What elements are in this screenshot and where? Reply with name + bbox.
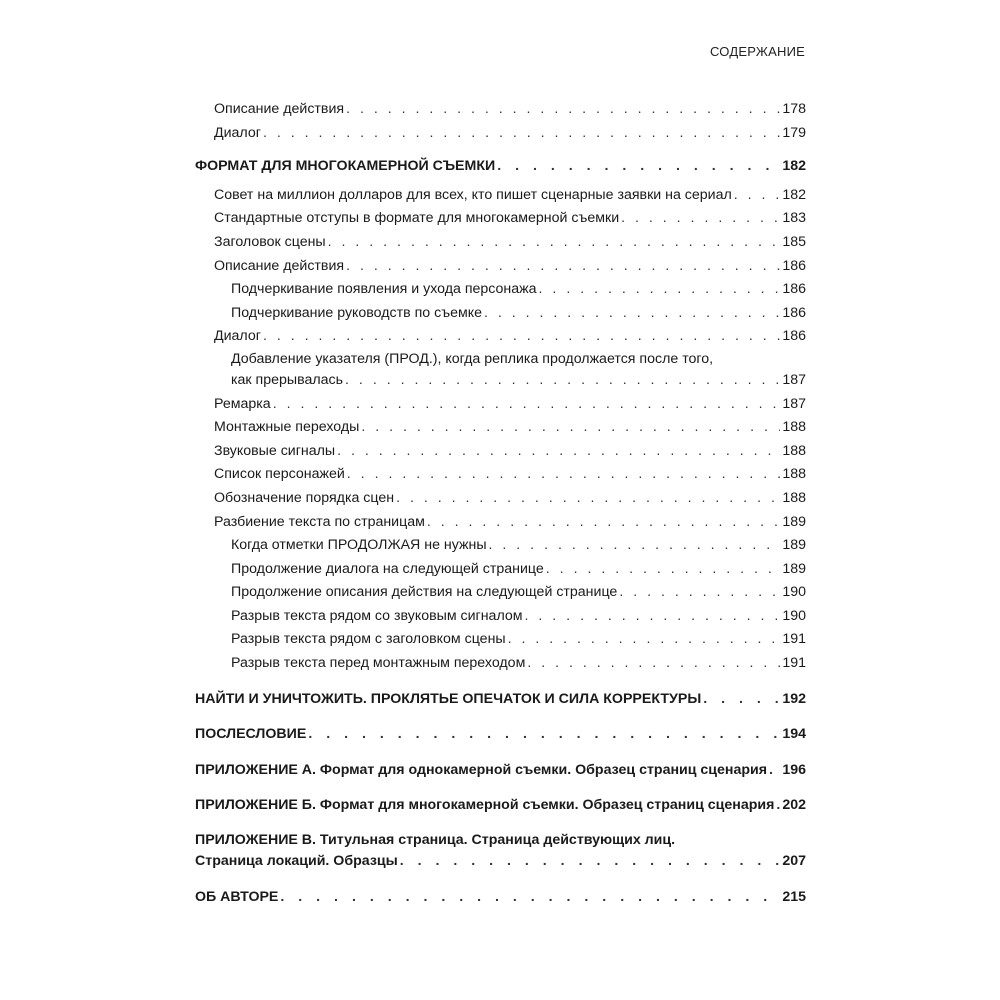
toc-entry <box>195 98 806 122</box>
toc-subentry <box>195 628 806 652</box>
toc-entry-title: как прерывалась <box>231 371 344 388</box>
toc-entry <box>195 393 806 417</box>
dot-leader <box>527 652 780 676</box>
toc-chapter <box>195 794 806 818</box>
dot-leader <box>263 122 780 146</box>
toc-entry-page: 190 <box>782 607 806 624</box>
dot-leader <box>273 393 781 417</box>
toc-entry <box>195 416 806 440</box>
toc-chapter-title: Страница локаций. Образцы <box>195 853 398 870</box>
toc-subentry <box>195 302 806 326</box>
toc-chapter <box>195 850 806 874</box>
toc-entry-page: 189 <box>782 537 806 554</box>
dot-leader <box>337 440 780 464</box>
toc-entry-page: 178 <box>782 101 806 117</box>
toc-chapter <box>195 688 806 712</box>
toc-entry-page: 182 <box>782 186 806 203</box>
toc-chapter <box>195 759 806 783</box>
toc-entry-page: 188 <box>782 466 806 483</box>
toc-entry-title: Подчеркивание руководств по съемке <box>231 304 482 321</box>
dot-leader <box>400 850 781 874</box>
toc-chapter-title: ПРИЛОЖЕНИЕ Б. Формат для многокамерной съемки. Образец страниц сценария <box>195 797 775 814</box>
toc-chapter-first-line: ПРИЛОЖЕНИЕ В. Титульная страница. Страница действующих лиц. <box>195 832 676 849</box>
toc-entry-title: Разрыв текста перед монтажным переходом <box>231 655 526 672</box>
dot-leader <box>497 155 780 179</box>
toc-entry-page: 183 <box>782 210 806 227</box>
toc-entry-title: Разрыв текста рядом со звуковым сигналом <box>231 607 523 624</box>
dot-leader <box>396 487 780 511</box>
dot-leader <box>546 558 781 582</box>
toc-entry-title: Звуковые сигналы <box>214 442 336 459</box>
dot-leader <box>525 605 781 629</box>
toc-entry-page: 190 <box>782 584 806 601</box>
toc-subentry <box>195 558 806 582</box>
toc-entry-title: Продолжение диалога на следующей странице <box>231 560 544 577</box>
dot-leader <box>427 511 780 535</box>
dot-leader <box>508 628 781 652</box>
toc-entry-page: 188 <box>782 419 806 436</box>
dot-leader <box>703 688 780 712</box>
dot-leader <box>308 723 780 747</box>
dot-leader <box>361 416 780 440</box>
toc-subentry <box>195 278 806 302</box>
dot-leader <box>734 184 781 208</box>
toc-subentry <box>195 652 806 676</box>
toc-chapter-page: 182 <box>782 158 806 175</box>
dot-leader <box>346 98 780 122</box>
dot-leader <box>776 794 780 818</box>
toc-entry-page: 186 <box>782 257 806 274</box>
toc-entry <box>195 231 806 255</box>
dot-leader <box>263 325 780 349</box>
toc-entry <box>195 122 806 146</box>
toc-entry-title: Описание действия <box>214 101 345 117</box>
toc-chapter-page: 196 <box>782 761 806 778</box>
toc-entry-page: 179 <box>782 124 806 141</box>
toc-chapter-page: 202 <box>782 797 806 814</box>
toc-chapter-title: ПРИЛОЖЕНИЕ А. Формат для однокамерной съемки. Образец страниц сценария <box>195 761 768 778</box>
toc-entry <box>195 255 806 279</box>
toc-chapter-title: ОБ АВТОРЕ <box>195 888 279 905</box>
toc-chapter-title: ПОСЛЕСЛОВИЕ <box>195 726 307 743</box>
dot-leader <box>280 886 780 910</box>
toc-chapter <box>195 155 806 179</box>
dot-leader <box>619 581 780 605</box>
dot-leader <box>328 231 781 255</box>
dot-leader <box>346 255 780 279</box>
toc-entry-page: 189 <box>782 560 806 577</box>
dot-leader <box>621 207 780 231</box>
toc-chapter <box>195 723 806 747</box>
toc-entry-page: 186 <box>782 328 806 345</box>
toc-subentry <box>195 581 806 605</box>
toc-chapter-page: 207 <box>782 853 806 870</box>
toc-entry <box>195 463 806 487</box>
toc-chapter-page: 215 <box>782 888 806 905</box>
toc-entry <box>195 440 806 464</box>
toc-entry-page: 189 <box>782 513 806 530</box>
toc-entry-title: Продолжение описания действия на следующей странице <box>231 584 618 601</box>
toc-entry-title: Заголовок сцены <box>214 233 326 250</box>
dot-leader <box>345 369 780 393</box>
toc-entry-title: Подчеркивание появления и ухода персонажа <box>231 281 537 298</box>
toc-entry-title: Диалог <box>214 124 261 141</box>
toc-entry <box>195 511 806 535</box>
toc-chapter-page: 192 <box>782 690 806 707</box>
toc-entry <box>195 325 806 349</box>
toc-entry-page: 191 <box>782 631 806 648</box>
toc-entry-page: 186 <box>782 304 806 321</box>
toc-subentry <box>195 369 806 393</box>
toc-subentry <box>195 534 806 558</box>
dot-leader <box>484 302 780 326</box>
toc-entry-page: 187 <box>782 371 806 388</box>
toc-entry-page: 188 <box>782 442 806 459</box>
toc-entry-title: Разбиение текста по страницам <box>214 513 425 530</box>
toc-entry-page: 191 <box>782 655 806 672</box>
dot-leader <box>489 534 781 558</box>
toc-subentry <box>195 605 806 629</box>
toc-entry-title: Список персонажей <box>214 466 345 483</box>
toc-entry <box>195 487 806 511</box>
toc-entry <box>195 184 806 208</box>
toc-entry-page: 187 <box>782 395 806 412</box>
toc-entry-title: Описание действия <box>214 257 345 274</box>
toc-entry-page: 186 <box>782 281 806 298</box>
toc-entry-title: Ремарка <box>214 395 271 412</box>
toc-entry-title: Когда отметки ПРОДОЛЖАЯ не нужны <box>231 537 487 554</box>
toc-subentry-first-line: Добавление указателя (ПРОД.), когда реплика продолжается после того, <box>231 350 714 367</box>
running-head: СОДЕРЖАНИЕ <box>709 44 805 59</box>
toc-entry-title: Обозначение порядка сцен <box>214 489 395 506</box>
toc-entry-title: Стандартные отступы в формате для многокамерной съемки <box>214 210 620 227</box>
toc-chapter-title: НАЙТИ И УНИЧТОЖИТЬ. ПРОКЛЯТЬЕ ОПЕЧАТОК И СИЛА КОРРЕКТУРЫ <box>195 690 702 707</box>
dot-leader <box>769 759 780 783</box>
toc-entry-title: Совет на миллион долларов для всех, кто пишет сценарные заявки на сериал <box>214 186 732 203</box>
toc-chapter-title: ФОРМАТ ДЛЯ МНОГОКАМЕРНОЙ СЪЕМКИ <box>195 158 496 175</box>
toc-entry-title: Диалог <box>214 328 261 345</box>
toc-entry <box>195 207 806 231</box>
toc-chapter <box>195 886 806 910</box>
toc-chapter-page: 194 <box>782 726 806 743</box>
toc-entry-page: 188 <box>782 489 806 506</box>
dot-leader <box>539 278 781 302</box>
toc-entry-title: Монтажные переходы <box>214 419 360 436</box>
toc-entry-page: 185 <box>782 233 806 250</box>
table-of-contents <box>195 98 806 909</box>
toc-entry-title: Разрыв текста рядом с заголовком сцены <box>231 631 506 648</box>
dot-leader <box>347 463 781 487</box>
